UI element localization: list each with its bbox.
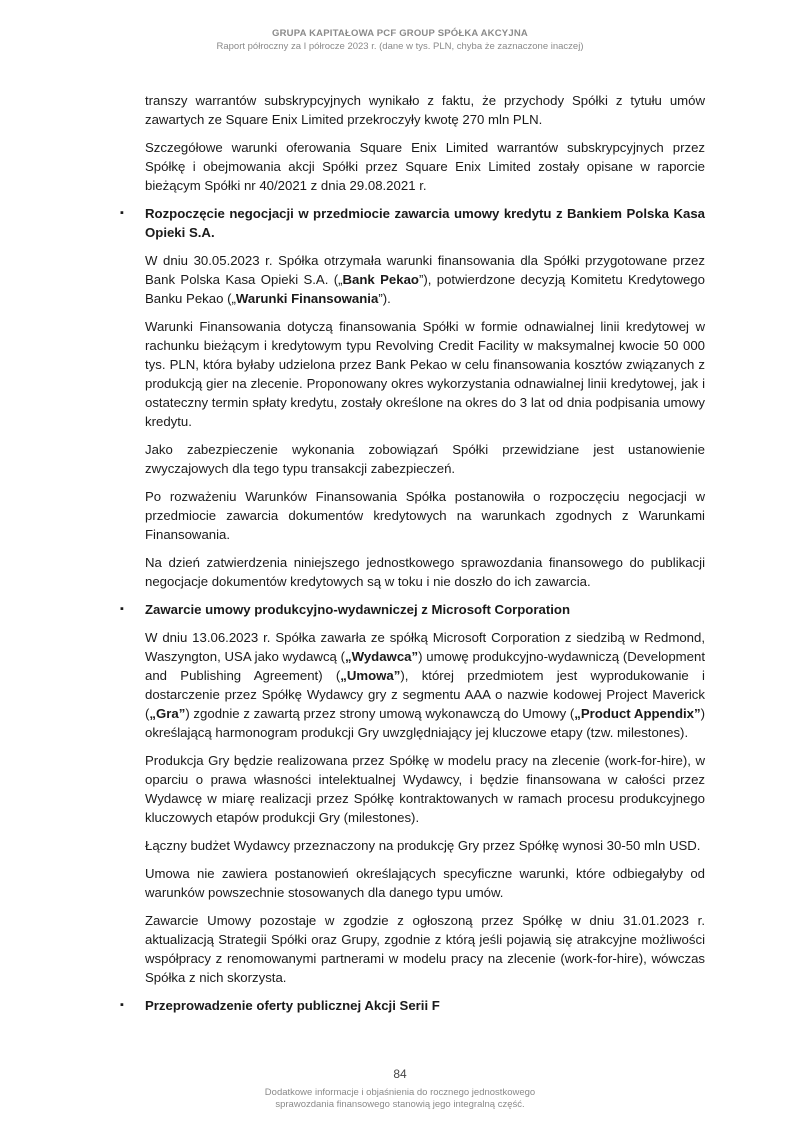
section-heading-series-f	[118, 996, 705, 1015]
defined-term: „Gra”	[149, 706, 186, 721]
defined-term: „Wydawca”	[345, 649, 419, 664]
text-run: ”), potwierdzone decyzją Komitetu Kredytowego Banku Pekao („	[145, 272, 705, 306]
bullet-icon: ▪	[120, 603, 124, 615]
paragraph: Jako zabezpieczenie wykonania zobowiązań Spółki przewidziane jest ustanowienie zwyczajowych dla tego typu transakcji zabezpieczeń.	[145, 442, 705, 476]
text-run: W dniu 13.06.2023 r. Spółka zawarła ze spółką Microsoft Corporation z siedzibą w Redmond, Waszyngton, USA jako wydawcą (	[145, 630, 705, 664]
section-heading-text: Rozpoczęcie negocjacji w przedmiocie zawarcia umowy kredytu z Bankiem Polska Kasa Opieki S.A.	[145, 206, 705, 240]
header-company: GRUPA KAPITAŁOWA PCF GROUP SPÓŁKA AKCYJNA	[272, 28, 528, 39]
defined-term: „Umowa”	[340, 668, 401, 683]
defined-term: „Product Appendix”	[574, 706, 701, 721]
header-subtitle: Raport półroczny za I półrocze 2023 r. (dane w tys. PLN, chyba że zaznaczone inaczej)	[216, 41, 584, 52]
paragraph	[118, 628, 705, 742]
section-heading-text: Zawarcie umowy produkcyjno-wydawniczej z Microsoft Corporation	[145, 602, 570, 617]
paragraph	[118, 251, 705, 308]
page-header	[0, 28, 800, 52]
section-heading-text: Przeprowadzenie oferty publicznej Akcji Serii F	[145, 998, 440, 1013]
section-heading-microsoft	[118, 600, 705, 619]
page-number: 84	[393, 1067, 407, 1081]
bullet-icon: ▪	[120, 999, 124, 1011]
paragraph: Zawarcie Umowy pozostaje w zgodzie z ogłoszoną przez Spółkę w dniu 31.01.2023 r. aktualizacją Strategii Spółki oraz Grupy, zgodnie z którą jeśli pojawią się atrakcyjne możliwości współpracy z renomowanymi partnerami w modelu pracy na zlecenie (work-for-hire), wówczas Spółka z nich skorzysta.	[145, 913, 705, 985]
text-run: ) umowę produkcyjno-wydawniczą (Development and Publishing Agreement) (	[145, 649, 705, 683]
paragraph: transzy warrantów subskrypcyjnych wynikało z faktu, że przychody Spółki z tytułu umów zawartych ze Square Enix Limited przekroczyły kwotę 270 mln PLN.	[145, 93, 705, 127]
text-run: ) zgodnie z zawartą przez strony umową wykonawczą do Umowy (	[185, 706, 575, 721]
paragraph: Produkcja Gry będzie realizowana przez Spółkę w modelu pracy na zlecenie (work-for-hire), w oparciu o prawa własności intelektualnej Wydawcy, i będzie finansowana w całości przez Wydawcę w miarę realizacji przez Spółkę kontraktowanych w ramach procesu produkcyjnego kluczowych etapów produkcji Gry (milestones).	[145, 753, 705, 825]
paragraph: Na dzień zatwierdzenia niniejszego jednostkowego sprawozdania finansowego do publikacji negocjacje dokumentów kredytowych są w toku i nie doszło do ich zawarcia.	[145, 555, 705, 589]
text-run: W dniu 30.05.2023 r. Spółka otrzymała warunki finansowania dla Spółki przygotowane przez Bank Polska Kasa Opieki S.A. („	[145, 253, 705, 287]
defined-term: Bank Pekao	[342, 272, 419, 287]
page-footer	[0, 1087, 800, 1111]
text-run: ”).	[378, 291, 391, 306]
footer-line: Dodatkowe informacje i objaśnienia do rocznego jednostkowego	[264, 1087, 536, 1098]
footer-line: sprawozdania finansowego stanowią jego integralną część.	[275, 1099, 525, 1110]
text-run: ), której przedmiotem jest wyprodukowanie i dostarczenie przez Spółkę Wydawcy gry z segmentu AAA o nazwie kodowej Project Maverick (	[145, 668, 705, 721]
bullet-icon: ▪	[120, 207, 124, 219]
paragraph: Po rozważeniu Warunków Finansowania Spółka postanowiła o rozpoczęciu negocjacji w przedmiocie zawarcia dokumentów kredytowych na warunkach zgodnych z Warunkami Finansowania.	[145, 489, 705, 542]
text-run: ) określającą harmonogram produkcji Gry uwzględniający jej kluczowe etapy (tzw. milestones).	[145, 706, 705, 740]
defined-term: Warunki Finansowania	[235, 291, 379, 306]
paragraph: Szczegółowe warunki oferowania Square Enix Limited warrantów subskrypcyjnych przez Spółkę i obejmowania akcji Spółki przez Square Enix Limited zostały opisane w raporcie bieżącym Spółki nr 40/2021 z dnia 29.08.2021 r.	[145, 140, 705, 193]
paragraph: Łączny budżet Wydawcy przeznaczony na produkcję Gry przez Spółkę wynosi 30-50 mln USD.	[145, 838, 701, 853]
document-body	[118, 91, 705, 1024]
paragraph: Warunki Finansowania dotyczą finansowania Spółki w formie odnawialnej linii kredytowej w rachunku bieżącym i kredytowym typu Revolving Credit Facility w maksymalnej kwocie 50 000 tys. PLN, która byłaby udzielona przez Bank Pekao w celu finansowania kosztów związanych z produkcją gier na zlecenie. Proponowany okres wykorzystania odnawialnej linii kredytowej, jak i ostateczny termin spłaty kredytu, zostały określone na okres do 3 lat od dnia podpisania umowy kredytu.	[145, 319, 705, 429]
paragraph: Umowa nie zawiera postanowień określających specyficzne warunki, które odbiegałyby od warunków powszechnie stosowanych dla danego typu umów.	[145, 866, 705, 900]
section-heading-bank-pekao	[118, 204, 705, 242]
